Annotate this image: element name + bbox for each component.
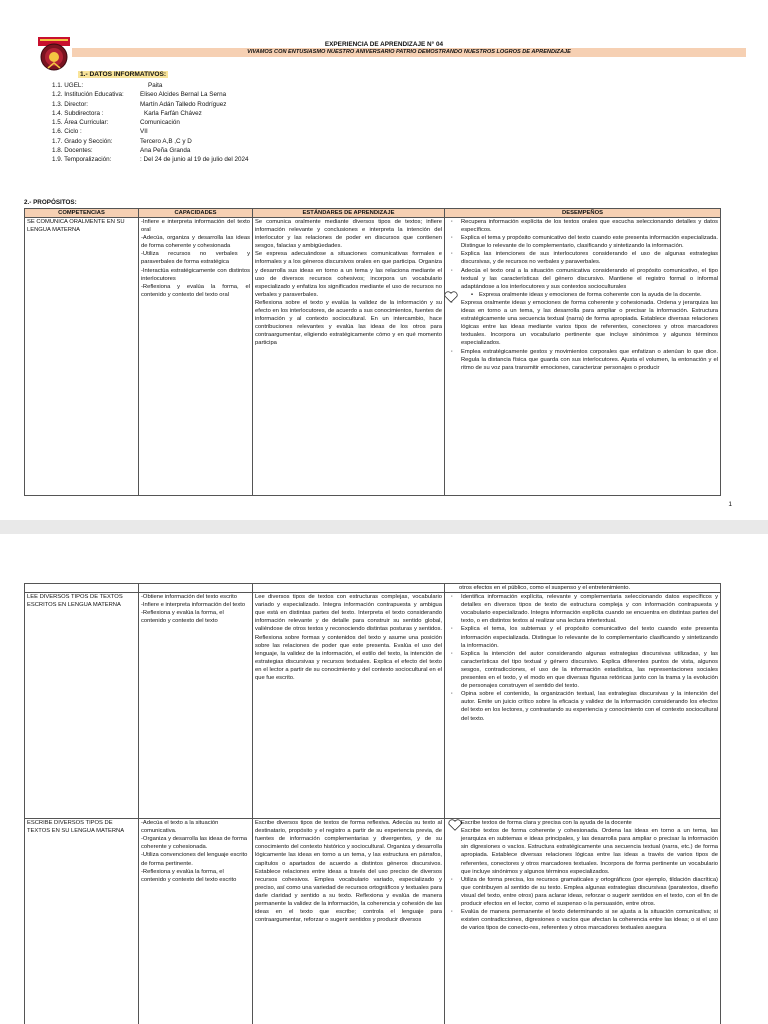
list-item: · Evalúa de manera permanente el texto determinando si se ajusta a la situación comunicativa; si existen contradicciones, digresiones o vacíos que afectan la coherencia entre las ideas; o si el uso de varios tipos de conecto-res, referentes y otros marcadores textuales asegura [447, 908, 718, 932]
desempenos-cell [445, 218, 721, 496]
purposes-table [24, 208, 721, 496]
section-informative-data-title: 1.- DATOS INFORMATIVOS: [80, 71, 167, 78]
list-item: · Opina sobre el contenido, la organización textual, las estrategias discursivas y la intención del autor. Emite un juicio crítico sobre la eficacia y validez de la información considerando los efectos del texto en los lectores, y contrastando su experiencia y conocimiento con el contexto sociocultural del texto. [447, 690, 718, 722]
info-row: 1.5. Área Curricular: Comunicación [52, 119, 180, 127]
estandar-cell: Se comunica oralmente mediante diversos tipos de textos; infiere información relevante y conclusiones e interpreta la intención del interlocutor y las relaciones de poder en discursos que contienen sesgos, falacias y ambigüedades. Se expresa adecuándose a situaciones comunicativas formales e informales y a los géneros discursivos orales en que participa. Organiza y desarrolla sus ideas en torno a un tema y las relaciona mediante el uso de diversos recursos cohesivos; incorpora un vocabulario especializado y enfatiza los significados mediante el uso de recursos no verbales y paraverbales. Reflexiona sobre el texto y evalúa la validez de la información y su efecto en los interlocutores, de acuerdo a sus conocimientos, fuentes de información y al contexto sociocultural. En un intercambio, hace contribuciones relevantes y evalúa las ideas de los otros para contraargumentar, eligiendo estratégicamente cómo y en qué momento participa [253, 218, 445, 496]
info-row: 1.9. Temporalización: : Del 24 de junio al 19 de julio del 2024 [52, 156, 249, 164]
competencia-cell: LEE DIVERSOS TIPOS DE TEXTOS ESCRITOS EN LENGUA MATERNA [25, 593, 139, 819]
list-item: · Identifica información explícita, relevante y complementaria seleccionando datos específicos y detalles en diversos tipos de texto de estructura compleja y con información contrapuesta y vocabulario especializado. Integra información explícita cuando se encuentra en distintas partes del texto, o en distintos textos al realizar una lectura intertextual. [447, 593, 718, 625]
estandar-cell: Lee diversos tipos de textos con estructuras complejas, vocabulario variado y especializado. Integra información contrapuesta y ambigua que está en distintas partes del texto. Interpreta el texto considerando información relevante y de detalle para construir su sentido global, valiéndose de otros textos y reconociendo distintas posturas y sentidos. Reflexiona sobre formas y contenidos del texto y asume una posición sobre las relaciones de poder que este presenta. Evalúa el uso del lenguaje, la validez de la información, el estilo del texto, la intención de estrategias discursivas y recursos textuales. Explica el efecto del texto en el lector a partir de su conocimiento y del contexto sociocultural en el que fue escrito. [253, 593, 445, 819]
header-desempenos: DESEMPEÑOS [445, 209, 721, 218]
list-item: · Explica las intenciones de sus interlocutores considerando el uso de algunas estrategias discursivas, y de recursos no verbales y paraverbales. [447, 250, 718, 266]
info-row: 1.7. Grado y Sección: Tercero A,B ,C y D [52, 137, 192, 145]
info-row: 1.2. Institución Educativa: Eliseo Alcides Bernal La Serna [52, 91, 227, 99]
list-item: · Expresa oralmente ideas y emociones de forma coherente y cohesionada. Ordena y jerarquiza las ideas en torno a un tema, y las desarrolla para ampliar o precisar la información. Estructura estratégicamente una secuencia textual (narra) de forma apropiada. Establece diversas relaciones lógicas entre las ideas mediante varios tipos de referentes, conectores y otros marcadores textuales. Incorpora un vocabulario pertinente que incluye sinónimos y algunos términos especializados. [447, 299, 718, 348]
document-page-2 [0, 534, 768, 1024]
page-number: 1 [728, 501, 732, 508]
desempenos-cell [445, 593, 721, 819]
header-capacidades: CAPACIDADES [139, 209, 253, 218]
section-purposes-title: 2.- PROPÓSITOS: [24, 199, 77, 206]
list-item: · Explica la intención del autor considerando algunas estrategias discursivas utilizadas, y las características del tipo textual y género discursivo. Explica diferentes puntos de vista, algunos sesgos, contradicciones, el uso de la información estadística, las representaciones sociales presentes en el texto, y el modo en que diversas figuras retóricas junto con la trama y la evolución de personajes construyen el sentido del texto. [447, 650, 718, 690]
list-item: • Expresa oralmente ideas y emociones de forma coherente con la ayuda de la docente. [447, 291, 718, 299]
info-row: 1.1. UGEL: Paita [52, 82, 163, 89]
continuation-cell: otros efectos en el público, como el suspenso y el entretenimiento. [445, 584, 721, 593]
info-row: 1.3. Director: Martín Adán Talledo Rodríguez [52, 100, 227, 108]
table-row [25, 819, 721, 1024]
list-item: Escribe textos de forma coherente y cohesionada. Ordena las ideas en torno a un tema, las jerarquiza en subtemas e ideas principales, y las desarrolla para ampliar o precisar la información sin digresiones o vacíos. Estructura estratégicamente una secuencia textual (narra, etc.) de forma apropiada. Establece diversas relaciones lógicas entre las ideas a través de varios tipos de referentes, conectores y otros marcadores textuales. Incorpora de forma pertinente un vocabulario que incluye sinónimos y algunos términos especializados. [461, 828, 718, 875]
header-estandares: ESTÁNDARES DE APRENDIZAJE [253, 209, 445, 218]
capacidades-cell: -Obtiene información del texto escrito -Infiere e interpreta información del texto -Reflexiona y evalúa la forma, el contenido y contexto del texto [139, 593, 253, 819]
list-item: Escribe textos de forma clara y precisa con la ayuda de la docente [447, 819, 718, 827]
experience-title: EXPERIENCIA DE APRENDIZAJE N° 04 [324, 41, 444, 48]
table-row [25, 584, 721, 593]
table-header-row [25, 209, 721, 218]
experience-subtitle: VIVAMOS CON ENTUSIASMO NUESTRO ANIVERSARIO PATRIO DEMOSTRANDO NUESTROS LOGROS DE APRENDIZAJE [72, 48, 746, 57]
table-row [25, 593, 721, 819]
estandar-cell: Escribe diversos tipos de textos de forma reflexiva. Adecúa su texto al destinatario, propósito y el registro a partir de su experiencia previa, de fuentes de información complementarias y divergentes, y de su conocimiento del contexto histórico y sociocultural. Organiza y desarrolla lógicamente las ideas en torno a un tema, y las estructura en párrafos, capítulos o apartados de acuerdo a distintos géneros discursivos. Establece relaciones entre ideas a través del uso preciso de diversos recursos cohesivos. Emplea vocabulario variado, especializado y preciso, así como una variedad de recursos ortográficos y textuales para darle claridad y sentido a su texto. Reflexiona y evalúa de manera permanente la validez de la información, la coherencia y cohesión de las ideas en el texto que escribe; controla el lenguaje para contraargumentar, reforzar o sugerir sentidos y producir diversos [253, 819, 445, 1024]
list-item: · Adecúa el texto oral a la situación comunicativa considerando el propósito comunicativo, el tipo textual y las características del género discursivo. Mantiene el registro formal o informal adaptándose a los interlocutores y sus contextos socioculturales [447, 267, 718, 291]
competencia-cell: SE COMUNICA ORALMENTE EN SU LENGUA MATERNA [25, 218, 139, 496]
competencia-cell: ESCRIBE DIVERSOS TIPOS DE TEXTOS EN SU LENGUA MATERNA [25, 819, 139, 1024]
informative-data-list [52, 81, 249, 165]
capacidades-cell: -Adecúa el texto a la situación comunicativa. -Organiza y desarrolla las ideas de forma coherente y cohesionada. -Utiliza convenciones del lenguaje escrito de forma pertinente. -Reflexiona y evalúa la forma, el contenido y contexto del texto escrito [139, 819, 253, 1024]
table-row [25, 218, 721, 496]
info-row: 1.8. Docentes: Ana Peña Granda [52, 147, 191, 155]
info-row: 1.4. Subdirectora : Karla Farfán Chávez [52, 109, 202, 117]
list-item: · Explica el tema y propósito comunicativo del texto cuando este presenta información especializada. Distingue lo relevante de lo complementario, clasificando y sintetizando la información. [447, 234, 718, 250]
list-item: · Utiliza de forma precisa, los recursos gramaticales y ortográficos (por ejemplo, tildación diacrítica) que contribuyen al sentido de su texto. Emplea algunas estrategias discursivas (paratextos, diseño visual del texto, entre otros) para aclarar ideas, reforzar o sugerir sentidos en el texto, con el fin de producir efectos en el lector, como el suspenso o la persuasión, entre otros. [447, 876, 718, 908]
list-item: · Recupera información explícita de los textos orales que escucha seleccionando detalles y datos específicos. [447, 218, 718, 234]
info-row: 1.6. Ciclo : VII [52, 128, 148, 136]
list-item: · Emplea estratégicamente gestos y movimientos corporales que enfatizan o atenúan lo que dice. Regula la distancia física que guarda con sus interlocutores. Ajusta el volumen, la entonación y el ritmo de su voz para transmitir emociones, caracterizar personajes o producir [447, 348, 718, 372]
desempenos-cell [445, 819, 721, 1024]
capacidades-cell: -Infiere e interpreta información del texto oral -Adecúa, organiza y desarrolla las ideas de forma coherente y cohesionada -Utiliza recursos no verbales y paraverbales de forma estratégica -Interactúa estratégicamente con distintos interlocutores -Reflexiona y evalúa la forma, el contenido y contexto del texto oral [139, 218, 253, 496]
header-competencias: COMPETENCIAS [25, 209, 139, 218]
purposes-table-continued [24, 583, 721, 1024]
list-item: · Explica el tema, los subtemas y el propósito comunicativo del texto cuando este presenta información especializada. Distingue lo relevante de lo complementario clasificando y sintetizando la información. [447, 625, 718, 649]
